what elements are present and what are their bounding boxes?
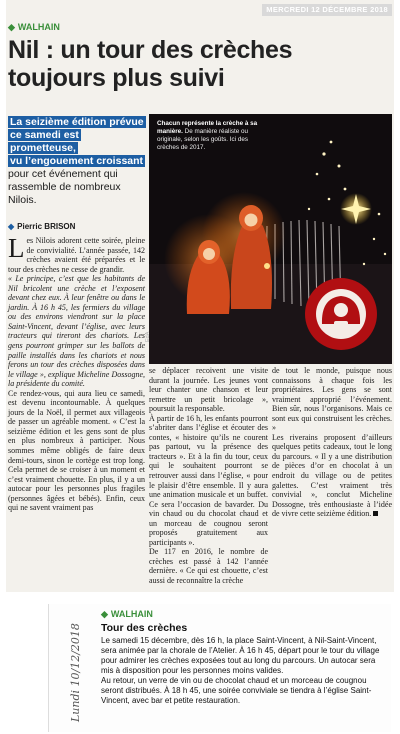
photo-caption-bold: Chacun représente la crèche à sa manière.: [157, 120, 258, 135]
dateline: MERCREDI 12 DÉCEMBRE 2018: [262, 4, 392, 16]
headline-line-1: Nil : un tour des crèches: [8, 36, 293, 64]
article-column-3: [272, 366, 392, 519]
headline: [8, 36, 388, 92]
author-name: Pierric BRISON: [17, 222, 76, 231]
column2-paragraph: se déplacer recoivent une visite durant la journée. Les jeunes vont leur chanter une chanson et leur remettre un petit bricolage », poursuit la responsable.: [149, 366, 268, 414]
brief-title: Tour des crèches: [101, 622, 188, 634]
brief-paragraph: Au retour, un verre de vin ou de chocolat chaud et un morceau de cougnou seront distribués. À 18 h 45, une soirée conviviale se tiendra à l’église Saint-Vincent, avec bar et petite restauration.: [101, 676, 372, 705]
diamond-icon: ◆: [8, 222, 15, 231]
column3-paragraph: Les riverains proposent d’ailleurs quelques petits cadeaux, tout le long du parcours. « Il y a une distribution de pièces d’or en chocolat à un endroit du village ou de petites galettes. C’est vraiment très convivial », conclut Micheline Dossogne, très enthousiaste à l’idée de vivre cette seizième édition.: [272, 432, 392, 519]
handwritten-date: [57, 624, 87, 724]
lead-paragraph: [8, 116, 146, 207]
article-column-1: [8, 233, 145, 513]
section-text: WALHAIN: [17, 22, 60, 32]
column2-paragraph: À partir de 16 h, les enfants pourront s’abriter dans l’église et écouter des contes, « histoire qu’ils ne courent pas partout, vu la présence des tracteurs ». Et à la fin du tour, ceux qui le souhaitent pourront se retrouver aussi dans l’église, « pour le plaisir d’être ensemble. Il y aura une animation musicale et un buffet. Ce sera l’occasion de bavarder. Du vin chaud ou du chocolat chaud et un morceau de cougnou seront proposés gratuitement aux participants ».: [149, 413, 268, 547]
headline-line-2: toujours plus suivi: [8, 64, 225, 92]
photo-caption: [157, 120, 265, 152]
lead-highlight-3: vu l’engouement croissant: [10, 155, 144, 167]
brief-clipping: [48, 604, 391, 732]
end-mark-icon: [373, 511, 378, 516]
photo-caption-rest: De manière réaliste ou originale, selon les goûts. Ici des crèches de 2017.: [157, 128, 249, 151]
article-column-2: [149, 366, 268, 586]
drop-cap: L: [8, 233, 25, 263]
brief-text: [101, 636, 387, 706]
section-label: [8, 22, 60, 33]
crib-sign-icon: [305, 278, 377, 350]
diamond-icon: ◆: [101, 609, 108, 619]
brief-paragraph: Le samedi 15 décembre, dès 16 h, la place Saint-Vincent, à Nil-Saint-Vincent, sera animée par la chorale de l’Atelier. À 16 h 45, départ pour le tour du village pour admirer les crèches exposées tout au long du parcours. Un autocar sera mis à disposition pour les personnes moins valides.: [101, 636, 380, 675]
star-icon: [340, 193, 372, 225]
lead-plain: pour cet événement qui rassemble de nombreux Nilois.: [8, 168, 121, 206]
column1-paragraph: es Nilois adorent cette soirée, pleine de convivialité. L’année passée, 142 crèches avaient été préparées et le tour des crèches ne cesse de grandir.: [8, 236, 145, 274]
handwritten-date-text: Lundi 10/12/2018: [69, 623, 82, 722]
lead-highlight-1: La seizième édition prévue: [10, 116, 144, 128]
column3-paragraph: de tout le monde, puisque nous connaissons à chaque fois les propriétaires. Les gens se sont vraiment approprié l’événement. Bien sûr, nous l’organisons. Mais ce sont eux qui construisent les crèches. »: [272, 366, 392, 433]
newspaper-clipping: [6, 0, 394, 592]
column1-paragraph: Ce rendez-vous, qui aura lieu ce samedi, est devenu incontournable. À quelques jours de la Noël, il permet aux villageois de passer un agréable moment. « C’est la seizième édition et les gens sont de plus en plus nombreux à participer. Nous sommes même obligés de faire deux demi-tours, sinon le cortège est trop long. Cela permet de se croiser à un moment et c’est vraiment chouette. En plus, il y a un autocar pour les personnes plus fragiles (personnes âgées et bébés). Enfin, ceux qui ne savent vraiment pas: [8, 388, 145, 513]
brief-section-text: WALHAIN: [110, 609, 153, 619]
nativity-photo: [145, 114, 392, 364]
author-byline: [8, 222, 75, 231]
lead-highlight-2: ce samedi est prometteuse,: [10, 129, 79, 154]
column1-paragraph: « Le principe, c’est que les habitants de Nil bricolent une crèche et l’exposent devant chez eux. À leur fenêtre ou dans le jardin. À 16 h 45, les fermiers du village ou des environs viendront sur la place Saint-Vincent, devant l’église, avec leurs tracteurs qui tireront des chariots. Les gens pourront grimper sur les ballots de paille installés dans les chariots et nous ferons un tour des crèches disposées dans le village », explique Micheline Dossogne, la présidente du comité.: [8, 274, 145, 389]
diamond-icon: ◆: [8, 22, 15, 32]
photo-credit: EdA: [145, 331, 151, 342]
column2-paragraph: De 117 en 2016, le nombre de crèches est passé à 142 l’année dernière. « Ce qui est chouette, c’est aussi de reconnaître la crèche: [149, 547, 268, 586]
brief-section-label: [101, 609, 153, 620]
